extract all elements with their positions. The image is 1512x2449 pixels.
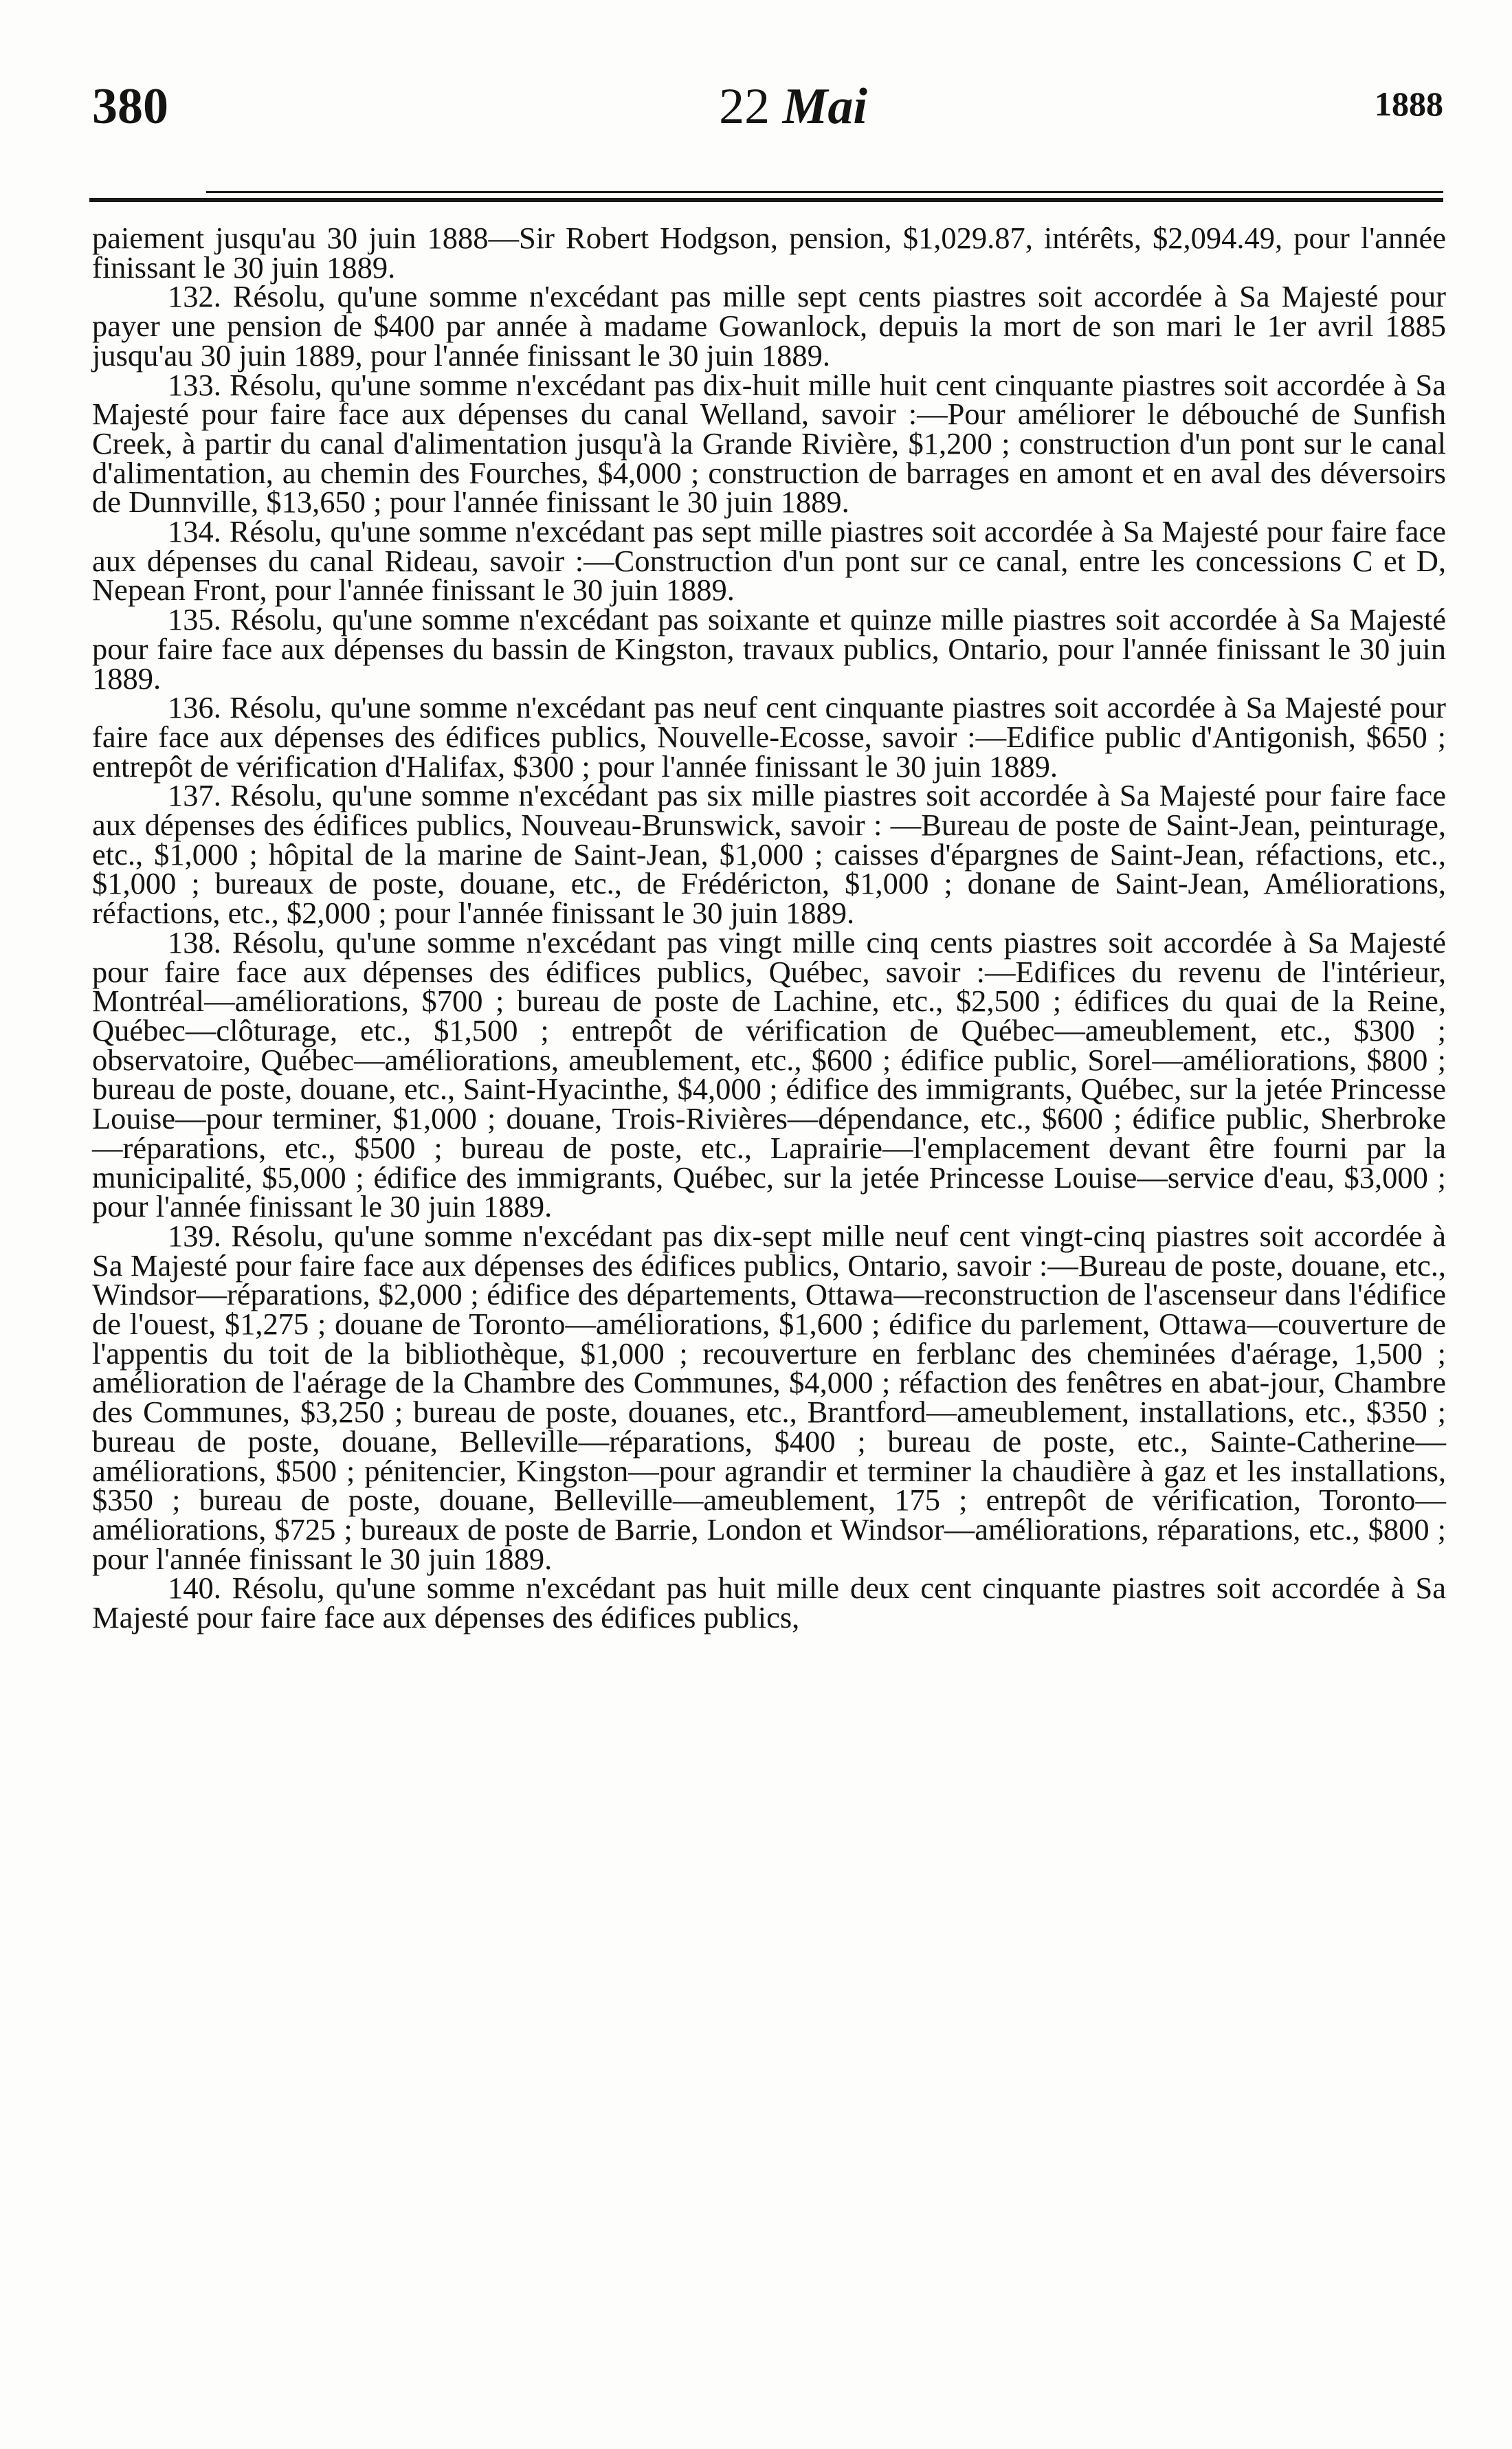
resolution-140 (92, 1571, 1447, 1635)
paragraph-text: Résolu, qu'une somme n'excédant pas soixante et quinze mille piastres soit accordée à Sa Majesté pour faire face aux dépenses du bassin de Kingston, travaux publics, Ontario, pour l'année finissant le 30 juin 1889. (92, 602, 1447, 696)
resolution-number: 132. (168, 279, 221, 314)
resolution-136 (92, 690, 1446, 784)
resolution-number: 133. (168, 367, 221, 402)
page-body (92, 221, 1447, 1635)
running-header (92, 78, 1443, 157)
resolution-number: 140. (168, 1571, 221, 1606)
paragraph-text: Résolu, qu'une somme n'excédant pas sept mille piastres soit accordée à Sa Majesté pour faire face aux dépenses du canal Rideau, savoir :—Construction d'un pont sur ce canal, entre les concessions C et D, Nepean Front, pour l'année finissant le 30 juin 1889. (92, 514, 1446, 608)
paragraph-continuation (92, 221, 1446, 285)
page-number: 380 (92, 78, 168, 135)
resolution-135 (92, 602, 1447, 696)
paragraph-text: Résolu, qu'une somme n'excédant pas huit mille deux cent cinquante piastres soit accordée à Sa Majesté pour faire face aux dépenses des édifices publics, (92, 1571, 1447, 1635)
paragraph-text: Résolu, qu'une somme n'excédant pas six mille piastres soit accordée à Sa Majesté pour faire face aux dépenses des édifices publics, Nouveau-Brunswick, savoir : —Bureau de poste de Saint-Jean, peinturage, etc., $1,000 ; hôpital de la marine de Saint-Jean, $1,000 ; caisses d'épargnes de Saint-Jean, réfactions, etc., $1,000 ; bureaux de poste, douane, etc., de Frédéricton, $1,000 ; donane de Saint-Jean, Améliorations, réfactions, etc., $2,000 ; pour l'année finissant le 30 juin 1889. (92, 778, 1446, 931)
resolution-133 (92, 367, 1446, 520)
resolution-139 (92, 1218, 1446, 1576)
header-year: 1888 (1375, 85, 1443, 123)
paragraph-text: Résolu, qu'une somme n'excédant pas neuf cent cinquante piastres soit accordée à Sa Majesté pour faire face aux dépenses des édifices publics, Nouvelle-Ecosse, savoir :—Edifice public d'Antigonish, $650 ; entrepôt de vérification d'Halifax, $300 ; pour l'année finissant le 30 juin 1889. (92, 690, 1446, 784)
resolution-number: 138. (168, 924, 221, 960)
header-rule-thick (89, 198, 1443, 202)
paragraph-text: Résolu, qu'une somme n'excédant pas dix-huit mille huit cent cinquante piastres soit accordée à Sa Majesté pour faire face aux dépenses du canal Welland, savoir :—Pour améliorer le débouché de Sunfish Creek, à partir du canal d'alimentation jusqu'à la Grande Rivière, $1,200 ; construction d'un pont sur le canal d'alimentation, au chemin des Fourches, $4,000 ; construction de barrages en amont et en aval des déversoirs de Dunnville, $13,650 ; pour l'année finissant le 30 juin 1889. (92, 367, 1446, 520)
resolution-137 (92, 778, 1446, 931)
running-title-date (649, 78, 937, 135)
paragraph-text: paiement jusqu'au 30 juin 1888—Sir Robert Hodgson, pension, $1,029.87, intérêts, $2,094.49, pour l'année finissant le 30 juin 1889. (92, 221, 1446, 285)
header-day: 22 (719, 78, 770, 135)
resolution-number: 139. (168, 1218, 221, 1253)
resolution-138 (92, 924, 1446, 1224)
resolution-132 (92, 279, 1447, 373)
header-rule-thin (206, 191, 1443, 193)
resolution-134 (92, 514, 1446, 608)
resolution-number: 137. (168, 778, 221, 813)
header-month: Mai (782, 78, 867, 135)
paragraph-text: Résolu, qu'une somme n'excédant pas dix-sept mille neuf cent vingt-cinq piastres soit accordée à Sa Majesté pour faire face aux dépenses des édifices publics, Ontario, savoir :—Bureau de poste, douane, etc., Windsor—réparations, $2,000 ; édifice des départements, Ottawa—reconstruction de l'ascenseur dans l'édifice de l'ouest, $1,275 ; douane de Toronto—améliorations, $1,600 ; édifice du parlement, Ottawa—couverture de l'appentis du toit de la bibliothèque, $1,000 ; recouverture en ferblanc des cheminées d'aérage, 1,500 ; amélioration de l'aérage de la Chambre des Communes, $4,000 ; réfaction des fenêtres en abat-jour, Chambre des Communes, $3,250 ; bureau de poste, douanes, etc., Brantford—ameublement, installations, etc., $350 ; bureau de poste, douane, Belleville—réparations, $400 ; bureau de poste, etc., Sainte-Catherine—améliorations, $500 ; pénitencier, Kingston—pour agrandir et terminer la chaudière à gaz et les installations, $350 ; bureau de poste, douane, Belleville—ameublement, 175 ; entrepôt de vérification, Toronto—améliorations, $725 ; bureaux de poste de Barrie, London et Windsor—améliorations, réparations, etc., $800 ; pour l'année finissant le 30 juin 1889. (92, 1218, 1446, 1576)
paragraph-text: Résolu, qu'une somme n'excédant pas vingt mille cinq cents piastres soit accordée à Sa Majesté pour faire face aux dépenses des édifices publics, Québec, savoir :—Edifices du revenu de l'intérieur, Montréal—améliorations, $700 ; bureau de poste de Lachine, etc., $2,500 ; édifices du quai de la Reine, Québec—clôturage, etc., $1,500 ; entrepôt de vérification de Québec—ameublement, etc., $300 ; observatoire, Québec—améliorations, ameublement, etc., $600 ; édifice public, Sorel—améliorations, $800 ; bureau de poste, douane, etc., Saint-Hyacinthe, $4,000 ; édifice des immigrants, Québec, sur la jetée Princesse Louise—pour terminer, $1,000 ; douane, Trois-Rivières—dépendance, etc., $600 ; édifice public, Sherbroke—réparations, etc., $500 ; bureau de poste, etc., Laprairie—l'emplacement devant être fourni par la municipalité, $5,000 ; édifice des immigrants, Québec, sur la jetée Princesse Louise—service d'eau, $3,000 ; pour l'année finissant le 30 juin 1889. (92, 924, 1446, 1224)
paragraph-text: Résolu, qu'une somme n'excédant pas mille sept cents piastres soit accordée à Sa Majesté pour payer une pension de $400 par année à madame Gowanlock, depuis la mort de son mari le 1er avril 1885 jusqu'au 30 juin 1889, pour l'année finissant le 30 juin 1889. (92, 279, 1447, 373)
resolution-number: 136. (168, 690, 221, 725)
resolution-number: 134. (168, 514, 221, 549)
resolution-number: 135. (168, 602, 221, 637)
